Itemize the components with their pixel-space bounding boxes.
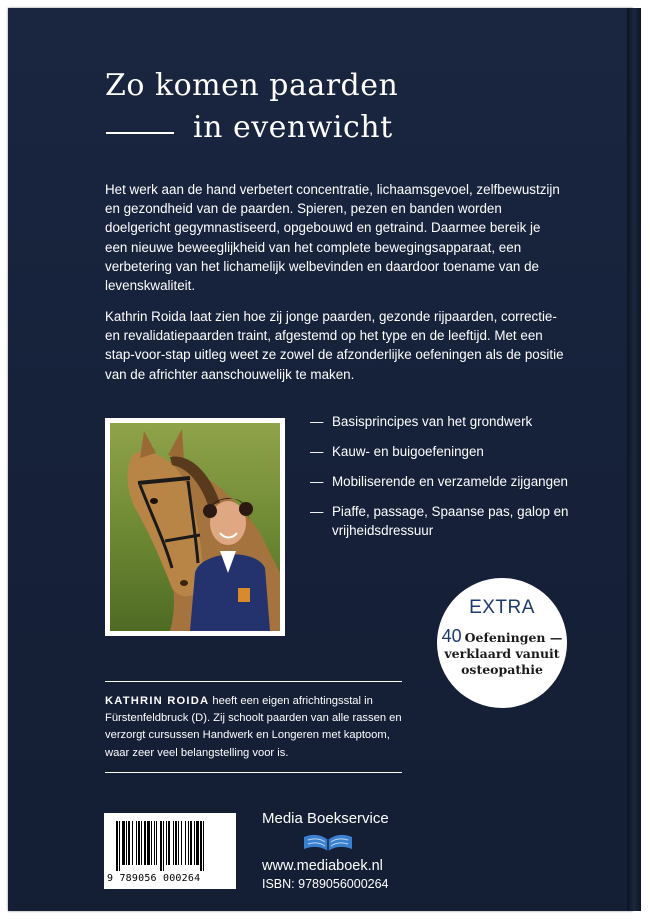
divider-bottom [105,772,402,773]
extra-badge-number: 40 [441,626,462,646]
barcode [104,813,236,889]
open-book-icon [300,831,356,853]
extra-badge-line-1 [437,626,567,647]
list-item-text: Piaffe, passage, Spaanse pas, galop en vrijheidsdressuur [332,504,569,538]
list-item [310,502,582,540]
divider-top [105,681,402,682]
extra-badge [437,578,567,708]
bullet-dash: — [310,414,324,429]
bullet-dash: — [310,504,324,519]
horse-and-woman-photo [110,423,280,631]
book-spine-edge [627,8,641,911]
list-item-text: Kauw- en buigoefeningen [332,444,484,459]
publisher-website: www.mediaboek.nl [262,858,383,874]
list-item [310,412,582,431]
title-line-1: Zo komen paarden [105,68,399,103]
extra-badge-line-3: osteopathie [461,662,543,677]
isbn-label: ISBN: 9789056000264 [262,877,389,891]
title-line-2: in evenwicht [193,110,393,145]
publisher-name: Media Boekservice [262,810,389,827]
bullet-dash: — [310,474,324,489]
bullet-dash: — [310,444,324,459]
extra-badge-line-2: verklaard vanuit [444,646,560,661]
feature-list [310,412,582,551]
intro-paragraph-2: Kathrin Roida laat zien hoe zij jonge paarden, gezonde rijpaarden, correctie- en revalidatiepaarden traint, afgestemd op het type en de leeftijd. Met een stap-voor-stap uitleg weet ze zowel de afzonderlijke oefeningen als de positie van de africhter aanschouwelijk te maken. [105,309,564,382]
author-bio-text: heeft een eigen africhtingsstal in Fürstenfeldbruck (D). Zij schoolt paarden van alle rassen en verzorgt cursussen Handwerk en Longeren met kaptoom, waar zeer veel belangstelling voor is. [105,695,402,759]
barcode-bars [104,813,236,873]
barcode-digits: 9 789056 000264 [107,873,201,884]
extra-badge-text-1: Oefeningen — [464,630,563,645]
author-name: KATHRIN ROIDA [105,695,210,707]
intro-paragraph-1: Het werk aan de hand verbetert concentratie, lichaamsgevoel, zelfbewustzijn en gezondheid van de paarden. Spieren, pezen en banden worden doelgericht gegymnastiseerd, opgebouwd en getraind. Daarmee bereik je een nieuwe beweeglijkheid van het complete bewegingsapparaat, een verbetering van het lichamelijk welbevinden en daardoor toename van de levenskwaliteit. [105,182,560,294]
author-bio [105,693,405,762]
list-item [310,442,582,461]
list-item [310,472,582,491]
extra-badge-title: EXTRA [469,597,535,618]
list-item-text: Basisprincipes van het grondwerk [332,414,533,429]
title-dash-rule [106,132,174,134]
author-photo [105,418,285,636]
list-item-text: Mobiliserende en verzamelde zijgangen [332,474,568,489]
